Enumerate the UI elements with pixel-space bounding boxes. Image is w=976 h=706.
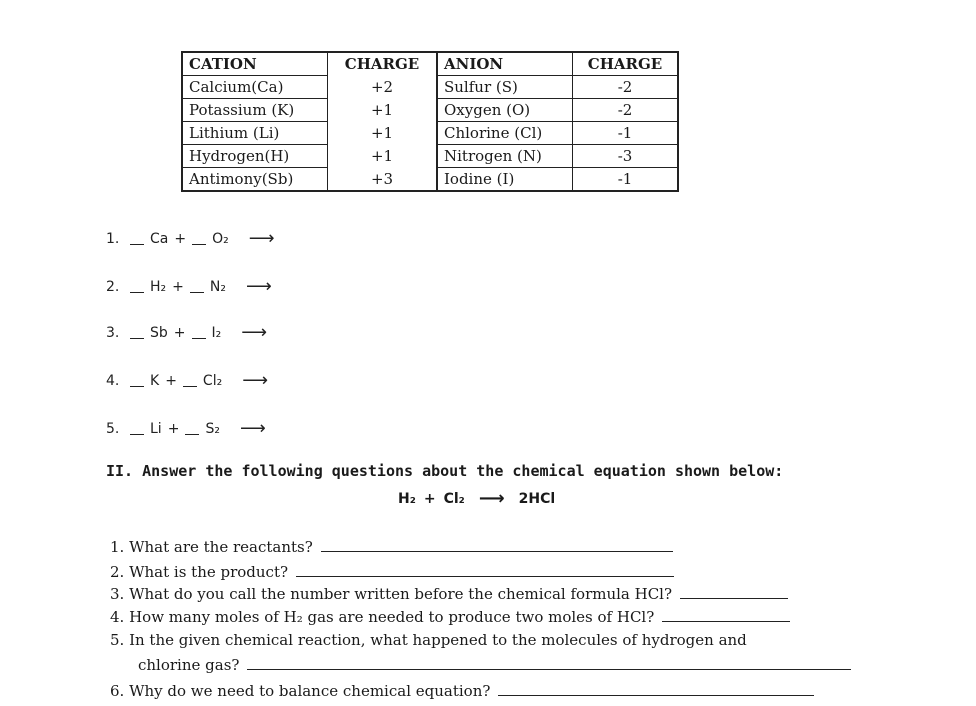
question-6 bbox=[110, 682, 814, 700]
equation-1 bbox=[106, 228, 275, 249]
arrow-icon: ⟶ bbox=[245, 276, 272, 297]
answer-line[interactable] bbox=[321, 550, 673, 552]
answer-line[interactable] bbox=[498, 694, 814, 696]
answer-line[interactable] bbox=[247, 668, 851, 670]
equation-3 bbox=[106, 322, 267, 343]
question-5 bbox=[110, 631, 747, 649]
plus-sign: + bbox=[423, 490, 436, 507]
answer-line[interactable] bbox=[662, 620, 790, 622]
question-text: 5. In the given chemical reaction, what happened to the molecules of hydrogen and bbox=[110, 631, 747, 649]
plus-sign: + bbox=[173, 324, 186, 341]
anion-charge-cell: -2 bbox=[573, 76, 679, 99]
plus-sign: + bbox=[167, 420, 180, 437]
table-row bbox=[182, 145, 678, 168]
chemical-equation bbox=[398, 488, 555, 509]
header-anion-charge: CHARGE bbox=[573, 52, 679, 76]
table-row bbox=[182, 122, 678, 145]
reactant-1: Ca bbox=[150, 230, 169, 247]
table-row bbox=[182, 99, 678, 122]
coefficient-blank[interactable] bbox=[192, 326, 206, 339]
anion-charge-cell: -2 bbox=[573, 99, 679, 122]
cation-charge-cell: +2 bbox=[328, 76, 438, 99]
reactant-2: Cl₂ bbox=[202, 372, 223, 389]
anion-charge-cell: -3 bbox=[573, 145, 679, 168]
question-text: 3. What do you call the number written before the chemical formula HCl? bbox=[110, 585, 673, 603]
reactant-2: S₂ bbox=[205, 420, 220, 437]
anion-charge-cell: -1 bbox=[573, 168, 679, 192]
question-text: 6. Why do we need to balance chemical equation? bbox=[110, 682, 491, 700]
arrow-icon: ⟶ bbox=[241, 322, 268, 343]
coefficient-blank[interactable] bbox=[130, 232, 144, 245]
reactant-2: I₂ bbox=[211, 324, 222, 341]
anion-cell: Sulfur (S) bbox=[437, 76, 573, 99]
reactant-2: N₂ bbox=[209, 278, 226, 295]
anion-cell: Chlorine (Cl) bbox=[437, 122, 573, 145]
arrow-icon: ⟶ bbox=[239, 418, 266, 439]
question-text: 2. What is the product? bbox=[110, 563, 289, 581]
coefficient-blank[interactable] bbox=[192, 232, 206, 245]
reactant-cl2: Cl₂ bbox=[443, 490, 465, 507]
arrow-icon: ⟶ bbox=[478, 488, 505, 509]
cation-cell: Calcium(Ca) bbox=[182, 76, 328, 99]
reactant-1: K bbox=[150, 372, 160, 389]
equation-number: 5. bbox=[106, 420, 120, 437]
anion-cell: Oxygen (O) bbox=[437, 99, 573, 122]
question-1 bbox=[110, 538, 673, 556]
coefficient-blank[interactable] bbox=[130, 326, 144, 339]
question-text: 1. What are the reactants? bbox=[110, 538, 313, 556]
equation-5 bbox=[106, 418, 266, 439]
answer-line[interactable] bbox=[296, 575, 674, 577]
equation-2 bbox=[106, 276, 272, 297]
plus-sign: + bbox=[174, 230, 187, 247]
arrow-icon: ⟶ bbox=[242, 370, 269, 391]
coefficient-blank[interactable] bbox=[185, 422, 199, 435]
equation-number: 3. bbox=[106, 324, 120, 341]
coefficient-blank[interactable] bbox=[130, 374, 144, 387]
cation-cell: Hydrogen(H) bbox=[182, 145, 328, 168]
reactant-1: H₂ bbox=[150, 278, 167, 295]
equation-number: 4. bbox=[106, 372, 120, 389]
coefficient-blank[interactable] bbox=[130, 422, 144, 435]
question-5-cont bbox=[138, 656, 851, 674]
coefficient-blank[interactable] bbox=[190, 280, 204, 293]
reactant-2: O₂ bbox=[212, 230, 229, 247]
cation-charge-cell: +3 bbox=[328, 168, 438, 192]
header-cation-charge: CHARGE bbox=[328, 52, 438, 76]
question-2 bbox=[110, 563, 674, 581]
header-cation: CATION bbox=[182, 52, 328, 76]
product-hcl: 2HCl bbox=[518, 490, 556, 507]
cation-charge-cell: +1 bbox=[328, 145, 438, 168]
ion-charge-table bbox=[181, 51, 679, 192]
equation-4 bbox=[106, 370, 268, 391]
anion-cell: Iodine (I) bbox=[437, 168, 573, 192]
reactant-1: Sb bbox=[150, 324, 168, 341]
plus-sign: + bbox=[165, 372, 177, 389]
question-3 bbox=[110, 585, 788, 603]
cation-charge-cell: +1 bbox=[328, 99, 438, 122]
equation-number: 1. bbox=[106, 230, 120, 247]
anion-cell: Nitrogen (N) bbox=[437, 145, 573, 168]
section-2-title: II. Answer the following questions about the chemical equation shown below: bbox=[106, 462, 784, 480]
table-row bbox=[182, 76, 678, 99]
cation-cell: Lithium (Li) bbox=[182, 122, 328, 145]
arrow-icon: ⟶ bbox=[248, 228, 275, 249]
coefficient-blank[interactable] bbox=[130, 280, 144, 293]
table-row bbox=[182, 168, 678, 192]
question-4 bbox=[110, 608, 790, 626]
reactant-1: Li bbox=[150, 420, 162, 437]
cation-cell: Potassium (K) bbox=[182, 99, 328, 122]
reactant-h2: H₂ bbox=[398, 490, 416, 507]
table-header-row bbox=[182, 52, 678, 76]
cation-cell: Antimony(Sb) bbox=[182, 168, 328, 192]
equation-number: 2. bbox=[106, 278, 120, 295]
plus-sign: + bbox=[172, 278, 184, 295]
answer-line[interactable] bbox=[680, 597, 788, 599]
question-text: 4. How many moles of H₂ gas are needed to produce two moles of HCl? bbox=[110, 608, 655, 626]
cation-charge-cell: +1 bbox=[328, 122, 438, 145]
header-anion: ANION bbox=[437, 52, 573, 76]
coefficient-blank[interactable] bbox=[183, 374, 197, 387]
question-text: chlorine gas? bbox=[138, 656, 240, 674]
anion-charge-cell: -1 bbox=[573, 122, 679, 145]
